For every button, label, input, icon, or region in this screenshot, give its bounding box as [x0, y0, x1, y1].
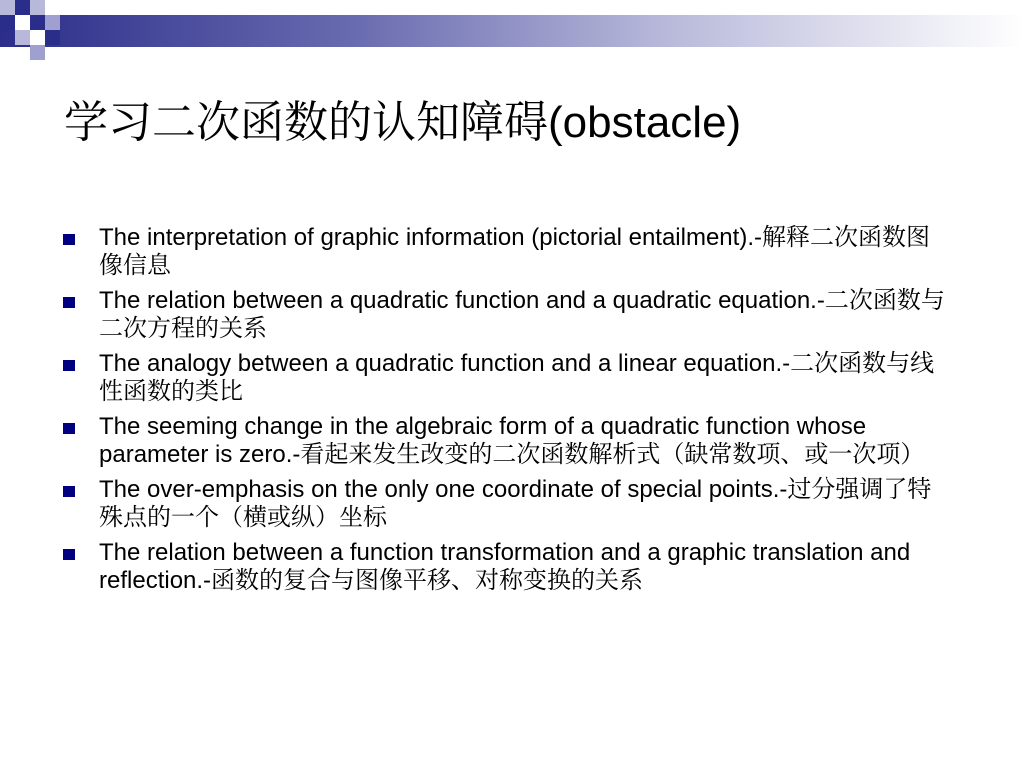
decor-square — [0, 0, 15, 15]
decor-square — [15, 15, 30, 30]
bullet-item — [62, 413, 952, 469]
bullet-item — [62, 476, 952, 532]
square-bullet-icon — [63, 297, 75, 308]
bullet-list — [62, 224, 952, 602]
square-bullet-icon — [63, 423, 75, 434]
bullet-text: The interpretation of graphic information (pictorial entailment).-解释二次函数图像信息 — [99, 224, 930, 279]
decor-square — [45, 30, 60, 45]
decor-square — [0, 15, 15, 30]
decor-square — [45, 15, 60, 30]
bullet-item — [62, 287, 952, 343]
bullet-text: The analogy between a quadratic function and a linear equation.-二次函数与线性函数的类比 — [99, 350, 935, 405]
bullet-text: The seeming change in the algebraic form of a quadratic function whose parameter is zero.-看起来发生改变的二次函数解析式（缺常数项、或一次项） — [99, 413, 925, 468]
decor-square — [30, 0, 45, 15]
bullet-text: The over-emphasis on the only one coordinate of special points.-过分强调了特殊点的一个（横或纵）坐标 — [99, 476, 932, 531]
header-gradient-bar — [0, 15, 1024, 47]
decor-square — [15, 0, 30, 15]
slide-title: 学习二次函数的认知障碍(obstacle) — [64, 98, 742, 147]
square-bullet-icon — [63, 486, 75, 497]
decor-square — [15, 30, 30, 45]
decor-square — [30, 15, 45, 30]
bullet-item — [62, 224, 952, 280]
square-bullet-icon — [63, 234, 75, 245]
bullet-item — [62, 539, 952, 595]
bullet-text: The relation between a quadratic function and a quadratic equation.-二次函数与二次方程的关系 — [99, 287, 945, 342]
bullet-item — [62, 350, 952, 406]
decor-square — [30, 30, 45, 45]
square-bullet-icon — [63, 360, 75, 371]
decor-square — [30, 45, 45, 60]
bullet-text: The relation between a function transformation and a graphic translation and reflection.-函数的复合与图像平移、对称变换的关系 — [99, 539, 911, 594]
decor-square — [45, 0, 60, 15]
square-bullet-icon — [63, 549, 75, 560]
